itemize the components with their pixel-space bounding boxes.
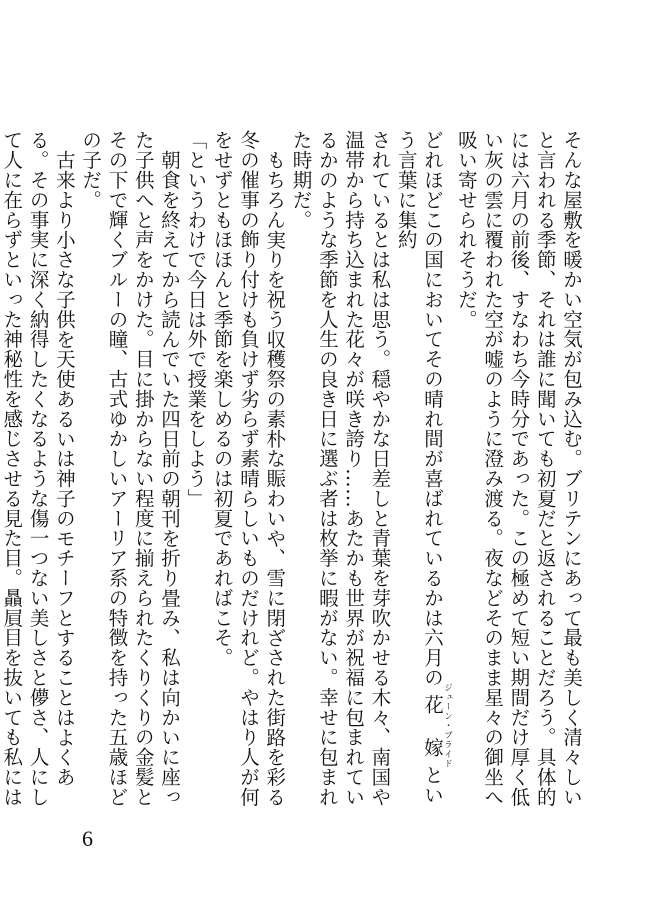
paragraph-4: 朝食を終えてから読んでいた四日前の朝刊を折り畳み、私は向かいに座った子供へと声をかけた。目に掛からない程度に揃えられたくりくりの金髪とその下で輝くブルーの瞳、古式ゆかしいアーリア系の特徴を持った五歳ほどの子だ。: [79, 130, 182, 807]
vertical-body-text: [0, 130, 584, 822]
ruby-june-bride: [421, 683, 453, 769]
dialogue-line: 「というわけで今日は外で授業をしよう」: [184, 130, 208, 509]
ruby-reading: ジューン・ブライド: [442, 683, 453, 769]
paragraph-2-head: どれほどこの国においてその晴れ間が喜ばれているかは六月の: [421, 130, 445, 688]
paragraph-1: そんな屋敷を暖かい空気が包み込む。ブリテンにあって最も美しく清々しいと言われる季節、それは誰に聞いても初夏だと返されることだろう。具体的には六月の前後、すなわち今時分であった。この極めて短い期間だけ厚く低い灰の雲に覆われた空が嘘のように澄み渡る。夜などそのまま星々の御坐へ吸い寄せられそうだ。: [454, 130, 583, 807]
ruby-base: 花嫁: [421, 683, 445, 769]
paragraph-2-tail: という言葉に集約: [394, 130, 445, 805]
paragraph-2: [392, 130, 452, 822]
paragraph-3: もちろん実りを祝う収穫祭の素朴な賑わいや、雪に閉ざされた街路を彩る冬の催事の飾り付けも負けず劣らず素晴らしいものだけれど。やはり人が何をせずともほほんと季節を楽しめるのは初夏であればこそ。: [210, 130, 287, 807]
paragraph-2-continued: されているとは私は思う。穏やかな日差しと青葉を芽吹かせる木々、南国や温帯から持ち込まれた花々が咲き誇り……あたかも世界が祝福に包まれているかのような季節を人生の良き日に選ぶ者は枚挙に暇がない。幸せに包まれた時期だ。: [289, 130, 392, 807]
paragraph-5: 古来より小さな子供を天使あるいは神子のモチーフとすることはよくある。その事実に深く納得したくなるような傷一つない美しさと儚さ、人にして人に在らずといった神秘性を感じさせる見た目。贔屓目を抜いても私には: [0, 130, 76, 807]
page-number: 6: [82, 826, 93, 851]
